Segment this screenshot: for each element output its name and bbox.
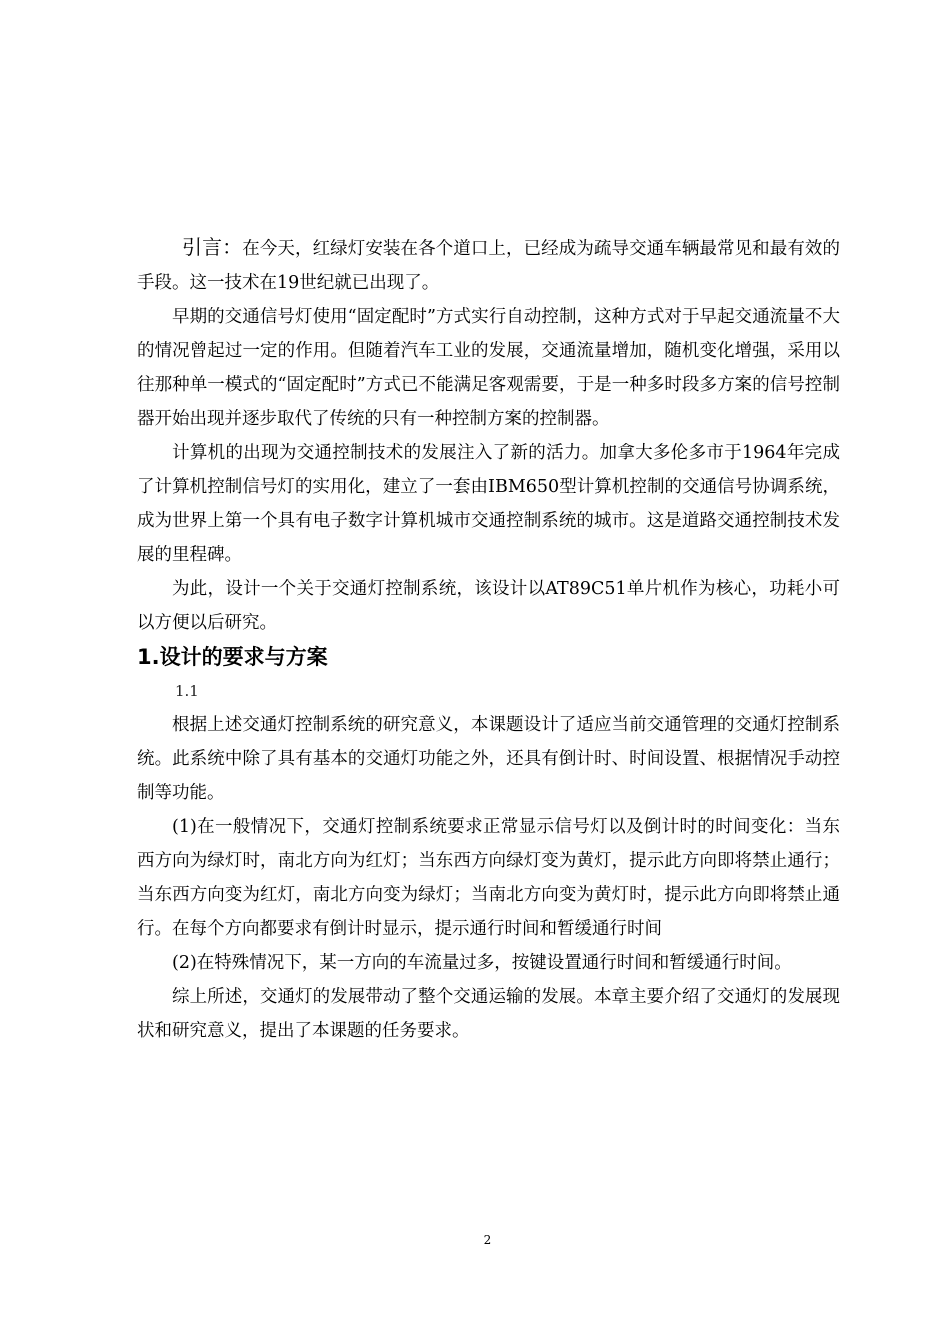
paragraph-requirement-special: (2)在特殊情况下，某一方向的车流量过多，按键设置通行时间和暂缓通行时间。 (172, 953, 792, 973)
document-body (137, 230, 840, 1048)
paragraph-summary: 综上所述，交通灯的发展带动了整个交通运输的发展。本章主要介绍了交通灯的发展现状和研究意义，提出了本课题的任务要求。 (137, 987, 840, 1041)
paragraph-computer-control: 计算机的出现为交通控制技术的发展注入了新的活力。加拿大多伦多市于1964年完成了计算机控制信号灯的实用化，建立了一套由IBM650型计算机控制的交通信号协调系统，成为世界上第一个具有电子数字计算机城市交通控制系统的城市。这是道路交通控制技术发展的里程碑。 (137, 443, 840, 565)
intro-paragraph (137, 230, 840, 300)
section-heading: 1.设计的要求与方案 (137, 645, 328, 669)
paragraph-fixed-timing: 早期的交通信号灯使用“固定配时”方式实行自动控制，这种方式对于早起交通流量不大的情况曾起过一定的作用。但随着汽车工业的发展，交通流量增加，随机变化增强，采用以往那种单一模式的“固定配时”方式已不能满足客观需要，于是一种多时段多方案的信号控制器开始出现并逐步取代了传统的只有一种控制方案的控制器。 (137, 307, 840, 429)
subsection-number: 1.1 (175, 682, 199, 700)
paragraph-design-purpose: 为此，设计一个关于交通灯控制系统，该设计以AT89C51单片机作为核心，功耗小可以方便以后研究。 (137, 579, 840, 633)
paragraph-system-overview: 根据上述交通灯控制系统的研究意义，本课题设计了适应当前交通管理的交通灯控制系统。此系统中除了具有基本的交通灯功能之外，还具有倒计时、时间设置、根据情况手动控制等功能。 (137, 715, 840, 803)
paragraph-requirement-normal: (1)在一般情况下，交通灯控制系统要求正常显示信号灯以及倒计时的时间变化：当东西方向为绿灯时，南北方向为红灯；当东西方向绿灯变为黄灯，提示此方向即将禁止通行；当东西方向变为红灯，南北方向变为绿灯；当南北方向变为黄灯时，提示此方向即将禁止通行。在每个方向都要求有倒计时显示，提示通行时间和暂缓通行时间 (137, 817, 840, 939)
intro-label: 引言： (182, 235, 243, 259)
page-number: 2 (483, 1233, 492, 1247)
intro-text: 在今天，红绿灯安装在各个道口上，已经成为疏导交通车辆最常见和最有效的手段。这一技术在19世纪就已出现了。 (137, 239, 840, 293)
